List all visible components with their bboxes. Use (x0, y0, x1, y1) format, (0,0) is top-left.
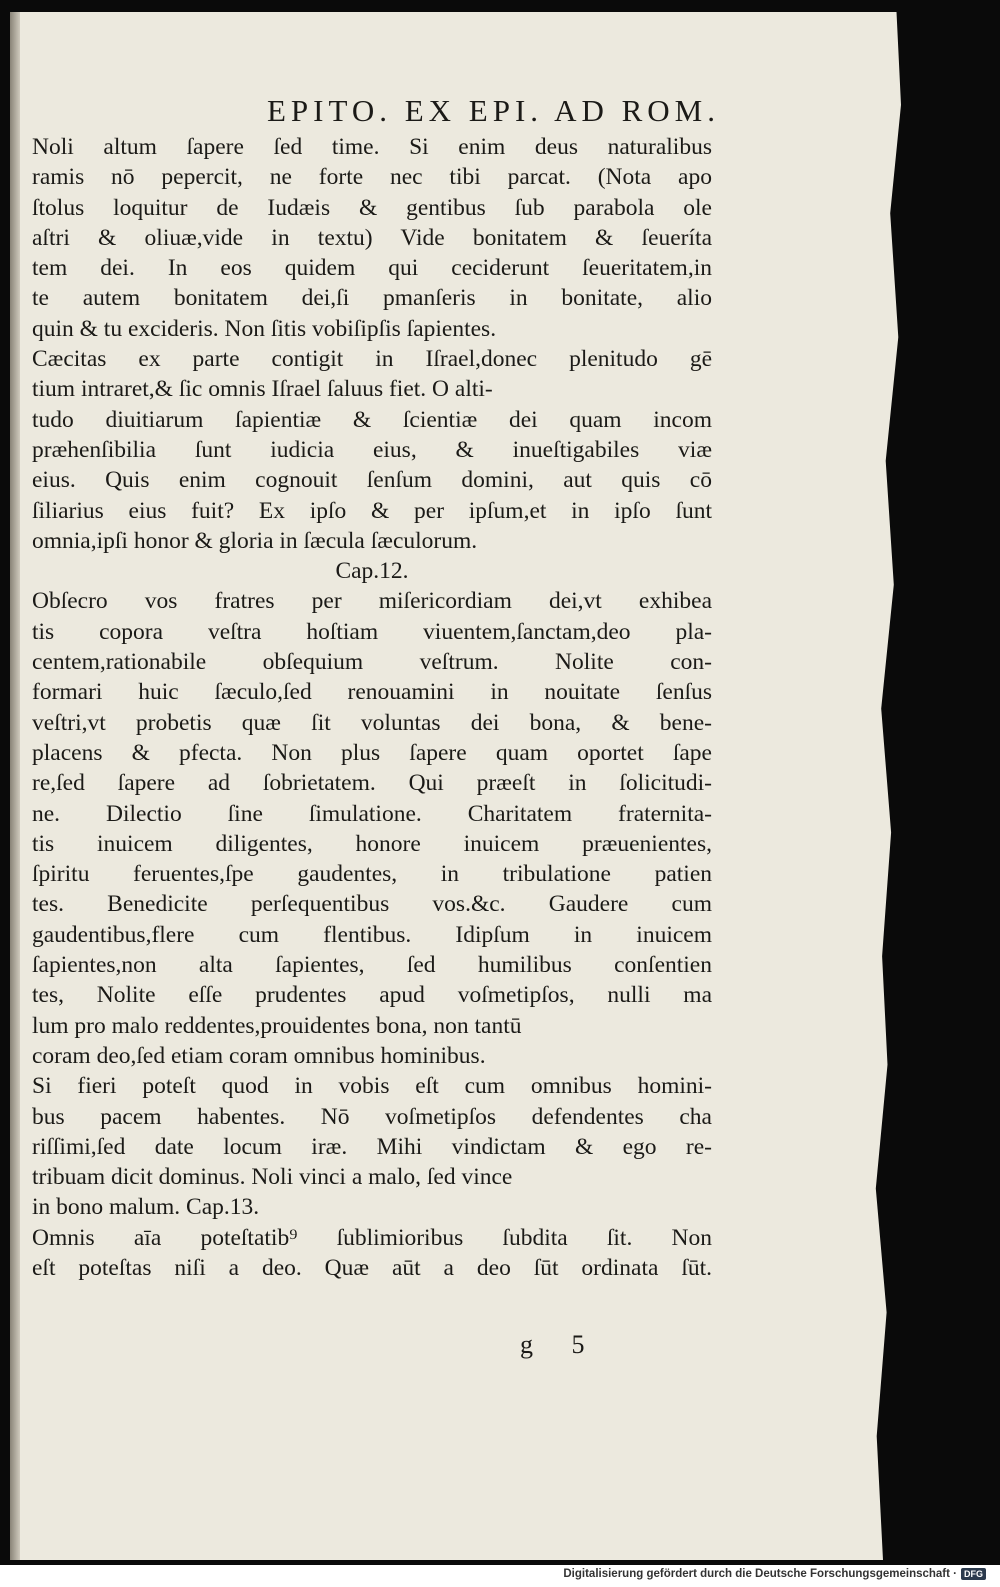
text-line: gaudentibus,flere cum flentibus. Idipſum in inuicem (32, 921, 712, 948)
text-line: ſapientes,non alta ſapientes, ſed humilibus conſentien (32, 952, 712, 979)
chapter-heading: Cap.12. (335, 558, 409, 585)
signature-mark: g 5 (520, 1330, 601, 1359)
text-line: quin & tu excideris. Non ſitis vobiſipſis ſapientes. (32, 315, 497, 342)
dfg-logo-icon: DFG (961, 1568, 986, 1580)
text-line: ſiliarius eius fuit? Ex ipſo & per ipſum,et in ipſo ſunt (32, 497, 712, 524)
text-line: ne. Dilectio ſine ſimulatione. Charitatem fraternita- (32, 800, 712, 827)
text-line: Obſecro vos fratres per miſericordiam dei,vt exhibea (32, 588, 712, 615)
text-line: Si fieri poteſt quod in vobis eſt cum omnibus homini- (32, 1073, 712, 1100)
text-line: Noli altum ſapere ſed time. Si enim deus naturalibus (32, 134, 712, 160)
text-line: in bono malum. Cap.13. (32, 1194, 260, 1221)
text-line: tribuam dicit dominus. Noli vinci a malo, ſed vince (32, 1164, 513, 1191)
text-line: formari huic ſæculo,ſed renouamini in nouitate ſenſus (32, 679, 712, 706)
text-line: præhenſibilia ſunt iudicia eius, & inueſtigabiles viæ (32, 436, 712, 463)
text-line: placens & pfecta. Non plus ſapere quam oportet ſape (32, 739, 712, 766)
text-line: tium intraret,& ſic omnis Iſrael ſaluus fiet. O alti- (32, 376, 493, 403)
footer-credit (563, 1565, 986, 1583)
text-line: lum pro malo reddentes,prouidentes bona, non tantū (32, 1012, 522, 1039)
text-line: tis copora veſtra hoſtiam viuentem,ſanctam,deo pla- (32, 618, 712, 645)
text-line: re,ſed ſapere ad ſobrietatem. Qui præeſt in ſolicitudi- (32, 770, 712, 797)
text-line: te autem bonitatem dei,ſi pmanſeris in bonitate, alio (32, 285, 712, 312)
text-line: coram deo,ſed etiam coram omnibus hominibus. (32, 1042, 486, 1069)
text-line: tudo diuitiarum ſapientiæ & ſcientiæ dei quam incom (32, 406, 712, 433)
text-line: omnia,ipſi honor & gloria in ſæcula ſæculorum. (32, 527, 478, 554)
text-line: ſpiritu feruentes,ſpe gaudentes, in tribulatione patien (32, 861, 712, 888)
page-gutter (10, 12, 20, 1560)
page-text (32, 90, 720, 1283)
text-line: ſtolus loquitur de Iudæis & gentibus ſub parabola ole (32, 194, 712, 221)
text-line: bus pacem habentes. Nō voſmetipſos defendentes cha (32, 1103, 712, 1130)
text-line: tis inuicem diligentes, honore inuicem præuenientes, (32, 830, 712, 857)
footer-text: Digitalisierung gefördert durch die Deutsche Forschungsgemeinschaft · (563, 1568, 957, 1580)
text-line: tes, Nolite eſſe prudentes apud voſmetipſos, nulli ma (32, 982, 712, 1009)
text-line: Omnis aīa poteſtatib⁹ ſublimioribus ſubdita ſit. Non (32, 1224, 712, 1251)
text-line: eſt poteſtas niſi a deo. Quæ aūt a deo ſūt ordinata ſūt. (32, 1254, 712, 1281)
text-line: riſſimi,ſed date locum iræ. Mihi vindictam & ego re- (32, 1133, 712, 1160)
text-line: Cæcitas ex parte contigit in Iſrael,donec plenitudo gē (32, 346, 712, 373)
text-line: aſtri & oliuæ,vide in textu) Vide bonitatem & ſeueríta (32, 224, 712, 251)
running-header: EPITO. EX EPI. AD ROM. (266, 93, 720, 128)
text-line: ramis nō pepercit, ne forte nec tibi parcat. (Nota apo (32, 164, 712, 191)
text-lines (32, 132, 712, 1283)
text-line: tem dei. In eos quidem qui ceciderunt ſeueritatem,in (32, 255, 712, 282)
text-line: tes. Benedicite perſequentibus vos.&c. Gaudere cum (32, 891, 712, 918)
text-line: eius. Quis enim cognouit ſenſum domini, aut quis cō (32, 467, 712, 494)
text-line: centem,rationabile obſequium veſtrum. Nolite con- (32, 649, 712, 676)
text-line: veſtri,vt probetis quæ ſit voluntas dei bona, & bene- (32, 709, 712, 736)
